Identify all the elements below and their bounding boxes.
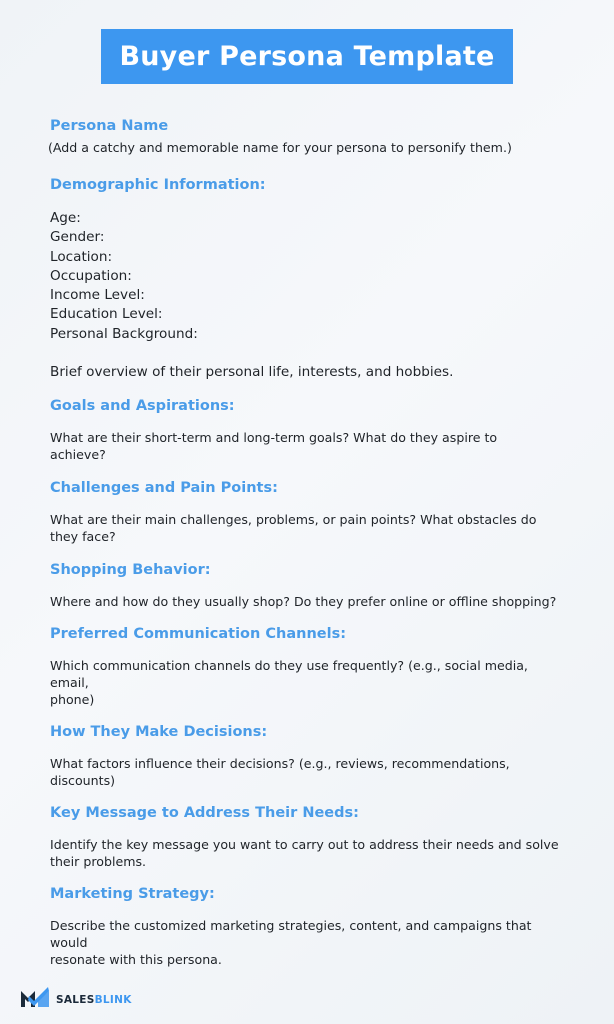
field-location: Location:: [50, 248, 113, 265]
salesblink-wordmark: [56, 994, 132, 1006]
section-heading: Preferred Communication Channels:: [50, 626, 346, 643]
section-persona-name: [50, 117, 570, 156]
section-body-line: What are their short-term and long-term goals? What do they aspire to: [50, 430, 498, 446]
field-occupation: Occupation:: [50, 267, 132, 284]
section-body: (Add a catchy and memorable name for your persona to personify them.): [48, 140, 512, 155]
section-heading: Shopping Behavior:: [50, 562, 211, 579]
field-income-level: Income Level:: [50, 287, 145, 304]
section-heading: Marketing Strategy:: [50, 886, 215, 903]
section-marketing: [50, 885, 570, 968]
wordmark-blink: BLINK: [94, 993, 132, 1006]
section-shopping: [50, 561, 570, 610]
section-demographic: [50, 176, 570, 382]
salesblink-logo-icon: [20, 985, 50, 1014]
wordmark-sales: SALES: [56, 993, 95, 1006]
demographic-field-list: [50, 209, 570, 344]
section-body-line: What factors influence their decisions? (e.g., reviews, recommendations,: [50, 756, 510, 772]
section-body-line: Identify the key message you want to carry out to address their needs and solve: [50, 837, 559, 853]
section-heading: How They Make Decisions:: [50, 724, 268, 741]
section-body-line: discounts): [50, 773, 116, 789]
section-goals: [50, 397, 570, 463]
section-body-line: phone): [50, 692, 95, 708]
page-title: Buyer Persona Template: [119, 41, 495, 72]
section-body-line: What are their main challenges, problems, or pain points? What obstacles do: [50, 512, 537, 528]
section-heading: Persona Name: [50, 118, 169, 134]
field-education-level: Education Level:: [50, 306, 163, 323]
field-age: Age:: [50, 210, 81, 226]
section-body-line: they face?: [50, 529, 116, 545]
section-body-line: Describe the customized marketing strategies, content, and campaigns that would: [50, 918, 532, 951]
section-challenges: [50, 479, 570, 545]
section-communication: [50, 625, 570, 708]
field-gender: Gender:: [50, 229, 105, 246]
section-heading: Demographic Information:: [50, 177, 266, 193]
section-body-line: achieve?: [50, 447, 106, 463]
section-body: Where and how do they usually shop? Do they prefer online or offline shopping?: [50, 594, 557, 610]
section-decisions: [50, 723, 570, 789]
salesblink-logo: [20, 985, 132, 1014]
content: [50, 117, 570, 968]
section-key-message: [50, 804, 570, 870]
section-heading: Key Message to Address Their Needs:: [50, 805, 359, 822]
section-body: Brief overview of their personal life, interests, and hobbies.: [50, 364, 454, 381]
section-body-line: resonate with this persona.: [50, 952, 222, 968]
title-banner: [101, 29, 513, 84]
section-heading: Challenges and Pain Points:: [50, 480, 278, 497]
section-body-line: their problems.: [50, 854, 147, 870]
field-personal-background: Personal Background:: [50, 325, 198, 342]
section-heading: Goals and Aspirations:: [50, 398, 235, 415]
section-body-line: Which communication channels do they use frequently? (e.g., social media, email,: [50, 658, 528, 691]
